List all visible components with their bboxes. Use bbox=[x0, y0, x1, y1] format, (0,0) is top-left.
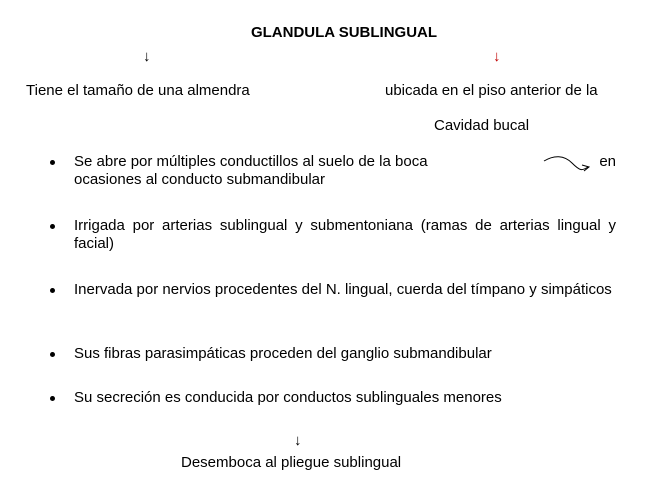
down-arrow-left-icon: ↓ bbox=[143, 48, 151, 65]
size-description: Tiene el tamaño de una almendra bbox=[26, 82, 250, 99]
location-description-cont: Cavidad bucal bbox=[434, 117, 530, 134]
curved-arrow-icon bbox=[542, 155, 592, 173]
bullet-text: Sus fibras parasimpáticas proceden del ganglio submandibular bbox=[74, 345, 492, 362]
bullet-text: Irrigada por arterias sublingual y submentoniana (ramas de arterias lingual y facial) bbox=[74, 217, 616, 252]
bullet-icon bbox=[50, 352, 55, 357]
bullet-icon bbox=[50, 396, 55, 401]
list-item bbox=[42, 217, 616, 281]
page-title: GLANDULA SUBLINGUAL bbox=[250, 24, 438, 41]
bullet-text-cont: ocasiones al conducto submandibular bbox=[74, 171, 325, 188]
bullet-icon bbox=[50, 160, 55, 165]
bullet-text: Su secreción es conducida por conductos sublinguales menores bbox=[74, 389, 502, 406]
bullet-icon bbox=[50, 224, 55, 229]
down-arrow-bottom-icon: ↓ bbox=[294, 432, 302, 449]
bullet-text: Se abre por múltiples conductillos al suelo de la boca bbox=[74, 153, 428, 170]
bullet-text: Inervada por nervios procedentes del N. lingual, cuerda del tímpano y simpáticos bbox=[74, 281, 612, 298]
location-description: ubicada en el piso anterior de la bbox=[385, 82, 598, 99]
bullet-icon bbox=[50, 288, 55, 293]
list-item bbox=[42, 281, 616, 345]
list-item bbox=[42, 345, 616, 389]
list-item bbox=[42, 389, 616, 429]
list-item bbox=[42, 153, 616, 217]
outlet-description: Desemboca al pliegue sublingual bbox=[181, 454, 402, 471]
bullet-list bbox=[42, 153, 616, 429]
bullet-text-end: en bbox=[599, 153, 616, 170]
down-arrow-right-icon: ↓ bbox=[493, 48, 501, 65]
